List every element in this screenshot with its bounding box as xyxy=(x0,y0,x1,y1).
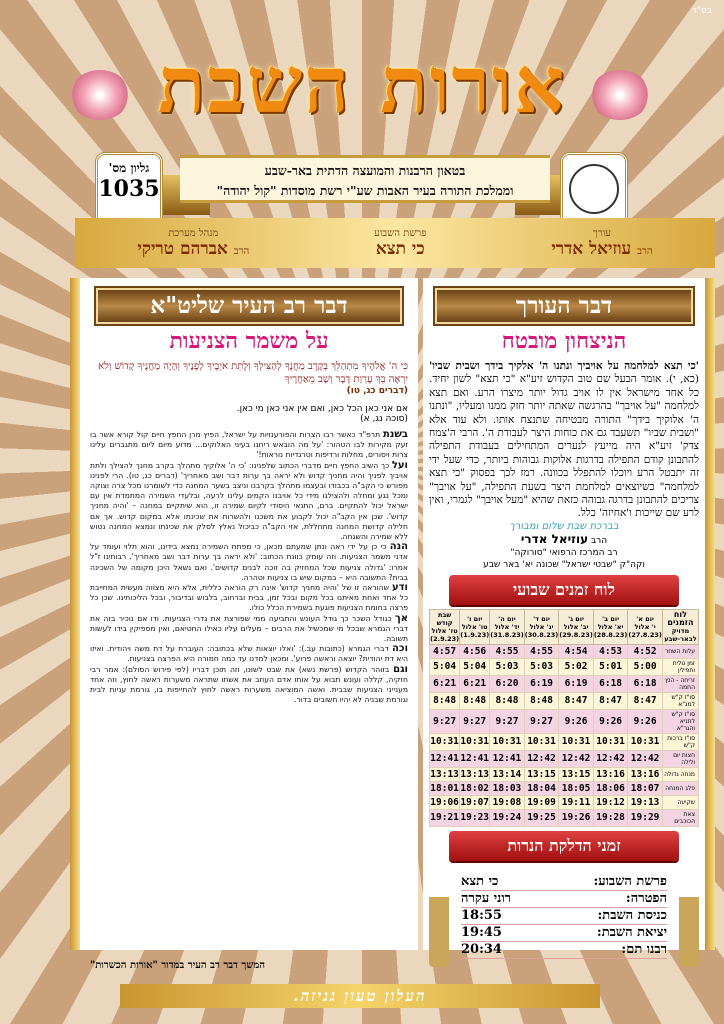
zman-time: 19:26 xyxy=(559,809,594,826)
zman-time: 12:42 xyxy=(593,750,628,767)
day-header xyxy=(460,609,490,644)
day-day: יום ג' xyxy=(568,614,584,623)
zman-time: 10:31 xyxy=(490,733,525,750)
paragraph-text: תרפ"ד כאשר רבו הצרות והפורענויות על ישראל, הפיץ מרן החפץ חיים קול קורא אשר בו זעק מקירות לבו הטהור: 'על מה הובאש ריחנו בעיני האלוקים... מדוע מיום ליום מתגברים עלינו צרות ויסורים, מחלות ורדיפות וטרגדיות נוראות!' xyxy=(90,430,408,460)
zman-time: 4:57 xyxy=(430,644,460,658)
zman-time: 18:01 xyxy=(430,782,459,794)
day-header xyxy=(490,609,525,644)
zman-time: 6:18 xyxy=(628,675,663,692)
day-day: יום ב' xyxy=(602,614,620,623)
day-heb: טז' אלול xyxy=(431,626,458,635)
day-greg: (2.9.23) xyxy=(430,634,460,643)
candle-row xyxy=(461,942,667,959)
candle-ribbon: זמני הדלקת הנרות xyxy=(449,831,679,861)
editor-article-text: (כא, י). אומר הבעל שם טוב הקדוש זיע"א "כי תצא" לשון יחיד. כל אחד מישראל אין לו אויב גדול יותר מיצרו הרע. ואם תצא למלחמה "על אויבך" בהרגשה שאתה יותר חזק ממנו ומעליו, "ונתנו ה' אלוקיך בידך" התורה מבטיחה שתנצח אותו. ולא עוד אלא "ושבית שביו" תשעבד גם את כוחות היצר לעבודת ה'. הרבי ה'צמח צדק' זיע"א היה מייעץ לנערים המתחילים בעבודת התפילה להתבונן קודם התפילה בדרגות אלוקות גבוהות ביותר, כדי שעל ידי זה יתבטל הרע ויוכלו להתפלל בכוונה. רמז לכך בפסוק "כי תצא למלחמה" כשיוצאים למלחמת היצר בשעת התפילה, "על אויבך" צריכים להתבונן בדרגה גבוהה כזאת שהיא "מעל אויבך" לגמרי, ואין לרע שם שייכות ו'אחיזה' כלל. xyxy=(429,373,699,520)
zman-time: 18:06 xyxy=(593,781,628,795)
zman-label: סו"ז ק"ש למג"א xyxy=(662,692,698,709)
zman-time: 10:31 xyxy=(524,733,559,750)
zman-time: 19:29 xyxy=(628,809,663,826)
zmanim-row xyxy=(430,809,699,826)
zman-time: 19:23 xyxy=(460,809,490,826)
parasha-info xyxy=(374,228,426,268)
rabbi-article-body xyxy=(90,430,408,705)
parasha-label: פרשת השבוע xyxy=(374,228,427,239)
editor-signature xyxy=(429,521,699,571)
zman-time: 13:16 xyxy=(593,767,628,781)
talmud-quote: אם אני כאן הכל כאן, ואם אין אני כאן מי כאן. xyxy=(236,404,408,414)
candle-value: כי תצא xyxy=(461,874,499,890)
zmanim-row xyxy=(430,795,699,809)
day-header xyxy=(559,609,594,644)
zman-time: 9:27 xyxy=(490,709,525,733)
day-heb: י' אלול xyxy=(634,622,656,631)
day-greg: (30.8.23) xyxy=(524,630,559,639)
day-header xyxy=(593,609,628,644)
zman-time: 19:12 xyxy=(593,795,628,809)
day-day: יום ו' xyxy=(467,614,483,623)
day-heb: טו' אלול xyxy=(461,622,488,631)
zman-time: 8:48 xyxy=(490,692,525,709)
zman-time: 5:01 xyxy=(593,658,628,675)
staff-strip xyxy=(75,218,715,268)
manager-name: אברהם טריקי xyxy=(137,239,228,259)
article-paragraph xyxy=(90,430,408,461)
zmanim-row xyxy=(430,709,699,733)
zman-time: 6:19 xyxy=(559,675,594,692)
zman-time: 5:04 xyxy=(430,658,460,675)
zman-label: עלות השחר xyxy=(662,644,698,658)
zman-time: 4:54 xyxy=(559,644,594,658)
day-greg: (29.8.23) xyxy=(559,630,593,639)
article-paragraph xyxy=(90,461,408,543)
paragraph-lead: ועל xyxy=(391,459,408,471)
zman-time: 13:15 xyxy=(524,767,559,781)
zmanim-ribbon: לוח זמנים שבועי xyxy=(449,575,679,605)
candle-row xyxy=(461,908,667,925)
zman-time: 13:15 xyxy=(559,767,594,781)
candle-row xyxy=(461,891,667,908)
zman-time: 18:03 xyxy=(490,781,525,795)
zman-label: זמן טלית ותפילין xyxy=(662,658,698,675)
candle-value: 20:34 xyxy=(461,942,502,958)
zman-label: זריחה - הנץ החמה xyxy=(662,675,698,692)
day-heb: יד' אלול xyxy=(494,622,520,631)
issue-badge xyxy=(95,152,163,226)
zmanim-row xyxy=(430,692,699,709)
zman-label: שקיעה xyxy=(662,795,698,809)
day-greg: (1.9.23) xyxy=(460,630,490,639)
sign-role-2: וקה"ק "שבטי ישראל" שכונה יא' באר שבע xyxy=(483,559,645,570)
candle-label: רבנו תם: xyxy=(621,942,667,958)
paragraph-text: כי כן על ידי ראה ונתן שמעתם מכאן, כי מפתח השמירה נמצא בידינו, והוא תלוי ועומד על אדני משמר הצניעות. וזה עומק כוונת הכתוב: 'ולא יראה בך ערות דבר ושב מאחריך'. רבותינו ז"ל אמרו: 'גדולה צניעות שכל המחזיק בה זוכה לבנים קדושים'. ואם נשאל היכן מקומה של השכינה בבית? התשובה היא – במקום שיש בו צניעות וטהרה. xyxy=(90,542,408,582)
rabbi-article-title: על משמר הצניעות xyxy=(169,328,329,354)
candle-value: 19:45 xyxy=(461,925,502,941)
zman-time: 5:04 xyxy=(460,658,490,675)
article-paragraph xyxy=(90,665,408,706)
paragraph-lead: אך xyxy=(394,612,408,624)
zman-time: 12:41 xyxy=(430,750,460,767)
zman-time: 18:05 xyxy=(559,781,594,795)
zman-time: 19:13 xyxy=(628,795,663,809)
candle-times xyxy=(429,867,699,967)
editor-label: עורך xyxy=(592,228,611,239)
zmanim-row xyxy=(430,781,699,795)
zman-time: 19:24 xyxy=(490,809,525,826)
paragraph-text: כך השיב החפץ חיים מדברי הכתוב שלפנינו: 'כי ה' אלוקיך מתהלך בקרב מחנך להצילך ולתת אויביך לפניך והיה מחניך קדוש ולא יראה בך ערות דבר ושב מאחריך' (דברים כג, טו). הרי לפנינו מפורש כי הקב"ה בכבודו ובעצמו מתהלך בקרבנו וניצב בשער המחנה כדי לשומרנו מכל צרה וצוקה ומכל נגע ומחלה ולהצילנו מידי כל אויבנו הקמים עלינו לרעה, ובלעדי השמירה המתמדת אין עם ישראל יכול להתקיים. ברם, התנאי היסודי לקיום שמירה זו, הוא שיתקיים במחנה – 'והיה מחניך קדוש'. שכן אין הקב"ה יכול לקבוע את משכנו ולהשרות את שכינתו אלא במקום קדוש. אך אם חלילה קדושת המחנה מתחללת, אזי הקב"ה כביכול נאלץ לסלק את שכינתו ונמצא המחנה נטוש ללא שמירה והשגחה. xyxy=(90,460,408,542)
zman-time: 5:02 xyxy=(559,658,594,675)
banner-line-2: וממלכת התורה בעיר האבות שע"י רשת מוסדות "קול יהודה" xyxy=(216,183,514,198)
editor-column-header: דבר העורך xyxy=(435,288,693,324)
zman-time: 6:20 xyxy=(490,675,525,692)
sign-prefix: הרב xyxy=(590,535,608,546)
zman-time: 8:48 xyxy=(524,692,559,709)
manager-prefix: הרב xyxy=(233,246,250,257)
zman-time: 5:03 xyxy=(490,658,525,675)
zman-time: 10:31 xyxy=(430,733,460,750)
sign-name: עוזיאל אדרי xyxy=(520,531,589,546)
zman-time: 13:16 xyxy=(628,767,663,781)
zman-time: 10:31 xyxy=(460,733,490,750)
zman-label: צאת הכוכבים xyxy=(662,809,698,826)
editor-name: עוזיאל אדרי xyxy=(551,239,632,259)
zmanim-corner xyxy=(662,609,698,644)
zmanim-row xyxy=(430,675,699,692)
gold-border-left xyxy=(70,278,80,950)
zman-time: 4:52 xyxy=(628,644,663,658)
zman-time: 12:41 xyxy=(490,750,525,767)
issue-number: 1035 xyxy=(98,176,160,202)
paragraph-lead: ודע xyxy=(392,582,408,594)
article-paragraph xyxy=(90,542,408,583)
issue-label: גליון מס' xyxy=(108,161,150,175)
masthead-title: אורות השבת xyxy=(157,40,567,131)
zman-time: 12:42 xyxy=(628,750,663,767)
editor-prefix: הרב xyxy=(637,246,653,257)
zman-time: 5:00 xyxy=(628,658,663,675)
editor-column xyxy=(423,278,705,958)
zman-time: 19:08 xyxy=(490,795,525,809)
zman-time: 4:56 xyxy=(460,644,490,658)
bsd-mark: בס"ד xyxy=(691,6,712,16)
zman-time: 19:07 xyxy=(460,796,490,808)
zman-time: 18:04 xyxy=(524,781,559,795)
editor-article-lead: 'כי תצא למלחמה על אויביך ונתנו ה' אלקיך בידך ושבית שביו' xyxy=(429,360,699,372)
day-header xyxy=(628,609,663,644)
day-greg: (28.8.23) xyxy=(593,630,628,639)
editor-article-title: הניצחון מובטח xyxy=(501,328,627,354)
zman-time: 13:13 xyxy=(430,768,459,780)
paragraph-lead: וכה xyxy=(392,643,408,655)
zman-time: 6:18 xyxy=(593,675,628,692)
zmanim-table xyxy=(429,609,699,827)
zman-time: 19:09 xyxy=(524,795,559,809)
zman-time: 8:48 xyxy=(430,692,460,709)
day-heb: יב' אלול xyxy=(563,622,589,631)
zman-time: 19:25 xyxy=(524,809,559,826)
rabbi-column xyxy=(80,278,418,950)
zman-time: 10:31 xyxy=(559,733,594,750)
day-heb: יא' אלול xyxy=(597,622,624,631)
article-paragraph xyxy=(90,583,408,614)
rabbi-column-header: דבר רב העיר שליט"א xyxy=(96,288,402,324)
day-header xyxy=(524,609,559,644)
zman-time: 18:07 xyxy=(628,781,663,795)
sign-role-1: רב המרכז הרפואי "סורוקה" xyxy=(510,547,618,558)
zman-time: 8:47 xyxy=(628,692,663,709)
paragraph-lead: הנה xyxy=(389,541,408,553)
greeting: בברכת שבת שלום ומבורך xyxy=(509,520,619,532)
zman-time: 9:26 xyxy=(559,709,594,733)
zman-time: 8:47 xyxy=(593,692,628,709)
paragraph-lead: בשנת xyxy=(382,429,408,440)
zman-time: 4:55 xyxy=(490,644,525,658)
zmanim-row xyxy=(430,658,699,675)
zman-time: 13:13 xyxy=(460,768,490,780)
day-header xyxy=(430,609,460,644)
paragraph-text: שהוראה זו של 'והיה מחניך קדוש' אינה רק הוראה כללית, אלא היא מצווה מעשית המחייבת כל אחד ואחת מאיתנו בכל מקום ובכל זמן, בבית וברחוב, בלבוש ובדיבור, ובכל הליכותינו. שכן כל פרצה בחומת הצניעות פוגעת בשמירת הכלל כולו. xyxy=(90,583,408,613)
logo-emblem-icon xyxy=(569,164,619,214)
zman-time: 6:21 xyxy=(460,675,490,692)
day-day: יום א' xyxy=(636,614,654,623)
zman-label: חצות יום ולילה xyxy=(662,750,698,767)
zmanim-row xyxy=(430,733,699,750)
zman-time: 10:31 xyxy=(593,733,628,750)
zmanim-row xyxy=(430,750,699,767)
zman-label: סו"ז ק"ש לתניא והגר"א xyxy=(662,709,698,733)
candle-value: רוני עקרה xyxy=(461,891,512,907)
candle-label: הפטרה: xyxy=(625,891,667,907)
candle-label: יציאת השבת: xyxy=(596,925,667,941)
zman-time: 9:26 xyxy=(628,709,663,733)
zman-label: סו"ז ברכות ק"ש xyxy=(662,733,698,750)
organization-logo xyxy=(560,152,628,226)
zman-time: 9:27 xyxy=(524,709,559,733)
zman-time: 12:41 xyxy=(460,750,490,767)
candle-icon xyxy=(429,867,449,967)
zman-label: פלג המנחה xyxy=(662,781,698,795)
candle-icon xyxy=(679,867,699,967)
candle-label: כניסת השבת: xyxy=(597,908,667,924)
continued-note: המשך דבר רב העיר במדור "אורות הכשרות" xyxy=(90,960,266,971)
parasha-name: כי תצא xyxy=(375,239,425,259)
candle-row xyxy=(461,925,667,942)
zman-time: 18:02 xyxy=(460,782,490,794)
candle-times-list xyxy=(461,874,667,959)
zman-time: 12:42 xyxy=(559,750,594,767)
day-greg: (27.8.23) xyxy=(628,630,662,639)
zman-time: 8:48 xyxy=(460,692,490,709)
zman-time: 9:27 xyxy=(460,709,490,733)
zman-time: 9:26 xyxy=(593,709,628,733)
talmud-source: (סוכה נג, א) xyxy=(360,414,408,424)
day-day: שבת קודש xyxy=(436,610,453,627)
day-day: יום ה' xyxy=(498,614,516,623)
zman-time: 19:11 xyxy=(559,795,594,809)
article-paragraph xyxy=(90,614,408,645)
candle-row xyxy=(461,874,667,891)
zmanim-row xyxy=(430,644,699,658)
article-paragraph xyxy=(90,644,408,664)
zman-time: 8:47 xyxy=(559,692,594,709)
banner-line-1: בטאון הרבנות והמועצה הדתית באר-שבע xyxy=(264,163,466,178)
zmanim-row xyxy=(430,767,699,781)
paragraph-lead: וגם xyxy=(393,663,408,675)
candle-value: 18:55 xyxy=(461,908,502,924)
footer-geniza-note: העלון טעון גניזה. xyxy=(120,984,600,1008)
publisher-banner xyxy=(180,155,550,203)
manager-info xyxy=(137,228,249,268)
day-greg: (31.8.23) xyxy=(490,630,524,639)
zman-label: מנחה גדולה xyxy=(662,767,698,781)
manager-label: מנהל מערכת xyxy=(168,228,219,239)
zman-time: 13:14 xyxy=(490,767,525,781)
paragraph-text: כגודל השכר כך גודל העונש והתביעה ממי שפורצת את גדרי הצניעות. ודו אם נוכיר בזה את דברי הגמרא שבכל מי שמכשיל את הרבים – מעלים עליו כאילו החטיאם, ואין מספיקין בידו לעשות תשובה. xyxy=(90,613,408,644)
zman-time: 19:21 xyxy=(430,809,460,826)
gold-border-right xyxy=(705,278,715,950)
zman-time: 19:06 xyxy=(430,796,459,808)
day-day: יום ד' xyxy=(533,614,550,623)
verse-source: (דברים כג, טו) xyxy=(346,386,408,396)
paragraph-text: דברי הגמרא (כתובות עב.): 'ואלו יוצאות שלא בכתובה: העוברת על דת משה ויהודית. ואיזו היא דת יהודית? יוצאה וראשה פרוע'. ומכאן למדנו עד כמה חמורה היא הפרצה בצניעות. xyxy=(90,644,408,664)
day-heb: יג' אלול xyxy=(529,622,554,631)
paragraph-text: בזוהר הקדוש (פרשת נשא) את שבט לשונו, וזה תוכן דבריו (לפי פירוש הסולם): אמר רבי חזקיה, קללה ועונש תבוא על אותו אדם העוזב את אשתו שתראה משערות ראשה לחוץ, וזה אחד מענייני הצניעות שבבית. ואשה המוציאה משערות ראשה לחוץ להתייפות בו, גורמת עניות לבית וגורמת שבניה לא יהיו חשובים בדור. xyxy=(90,664,408,705)
editor-article-body xyxy=(429,360,699,521)
corner-title: לוח הזמנים xyxy=(667,609,694,627)
zman-time: 10:31 xyxy=(628,733,663,750)
zman-time: 9:27 xyxy=(430,709,460,733)
zman-time: 4:53 xyxy=(593,644,628,658)
zman-time: 6:21 xyxy=(430,675,460,692)
candle-label: פרשת השבוע: xyxy=(593,874,667,890)
zman-time: 4:55 xyxy=(524,644,559,658)
zman-time: 12:42 xyxy=(524,750,559,767)
editor-info xyxy=(551,228,652,268)
corner-subtitle: מדויק לבאר-שבע xyxy=(664,626,697,643)
zman-time: 6:19 xyxy=(524,675,559,692)
zman-time: 19:28 xyxy=(593,809,628,826)
zman-time: 5:03 xyxy=(524,658,559,675)
verse-quote: כִּי ה' אֱלֹהֶיךָ מִתְהַלֵּךְ בְּקֶרֶב מַחֲנֶךָ לְהַצִּילְךָ וְלָתֵת אֹיְבֶיךָ לְפָנֶיךָ וְהָיָה מַחֲנֶיךָ קָדוֹשׁ וְלֹא יִרְאֶה בְךָ עֶרְוַת דָּבָר וְשָׁב מֵאַחֲרֶיךָ xyxy=(98,361,408,385)
